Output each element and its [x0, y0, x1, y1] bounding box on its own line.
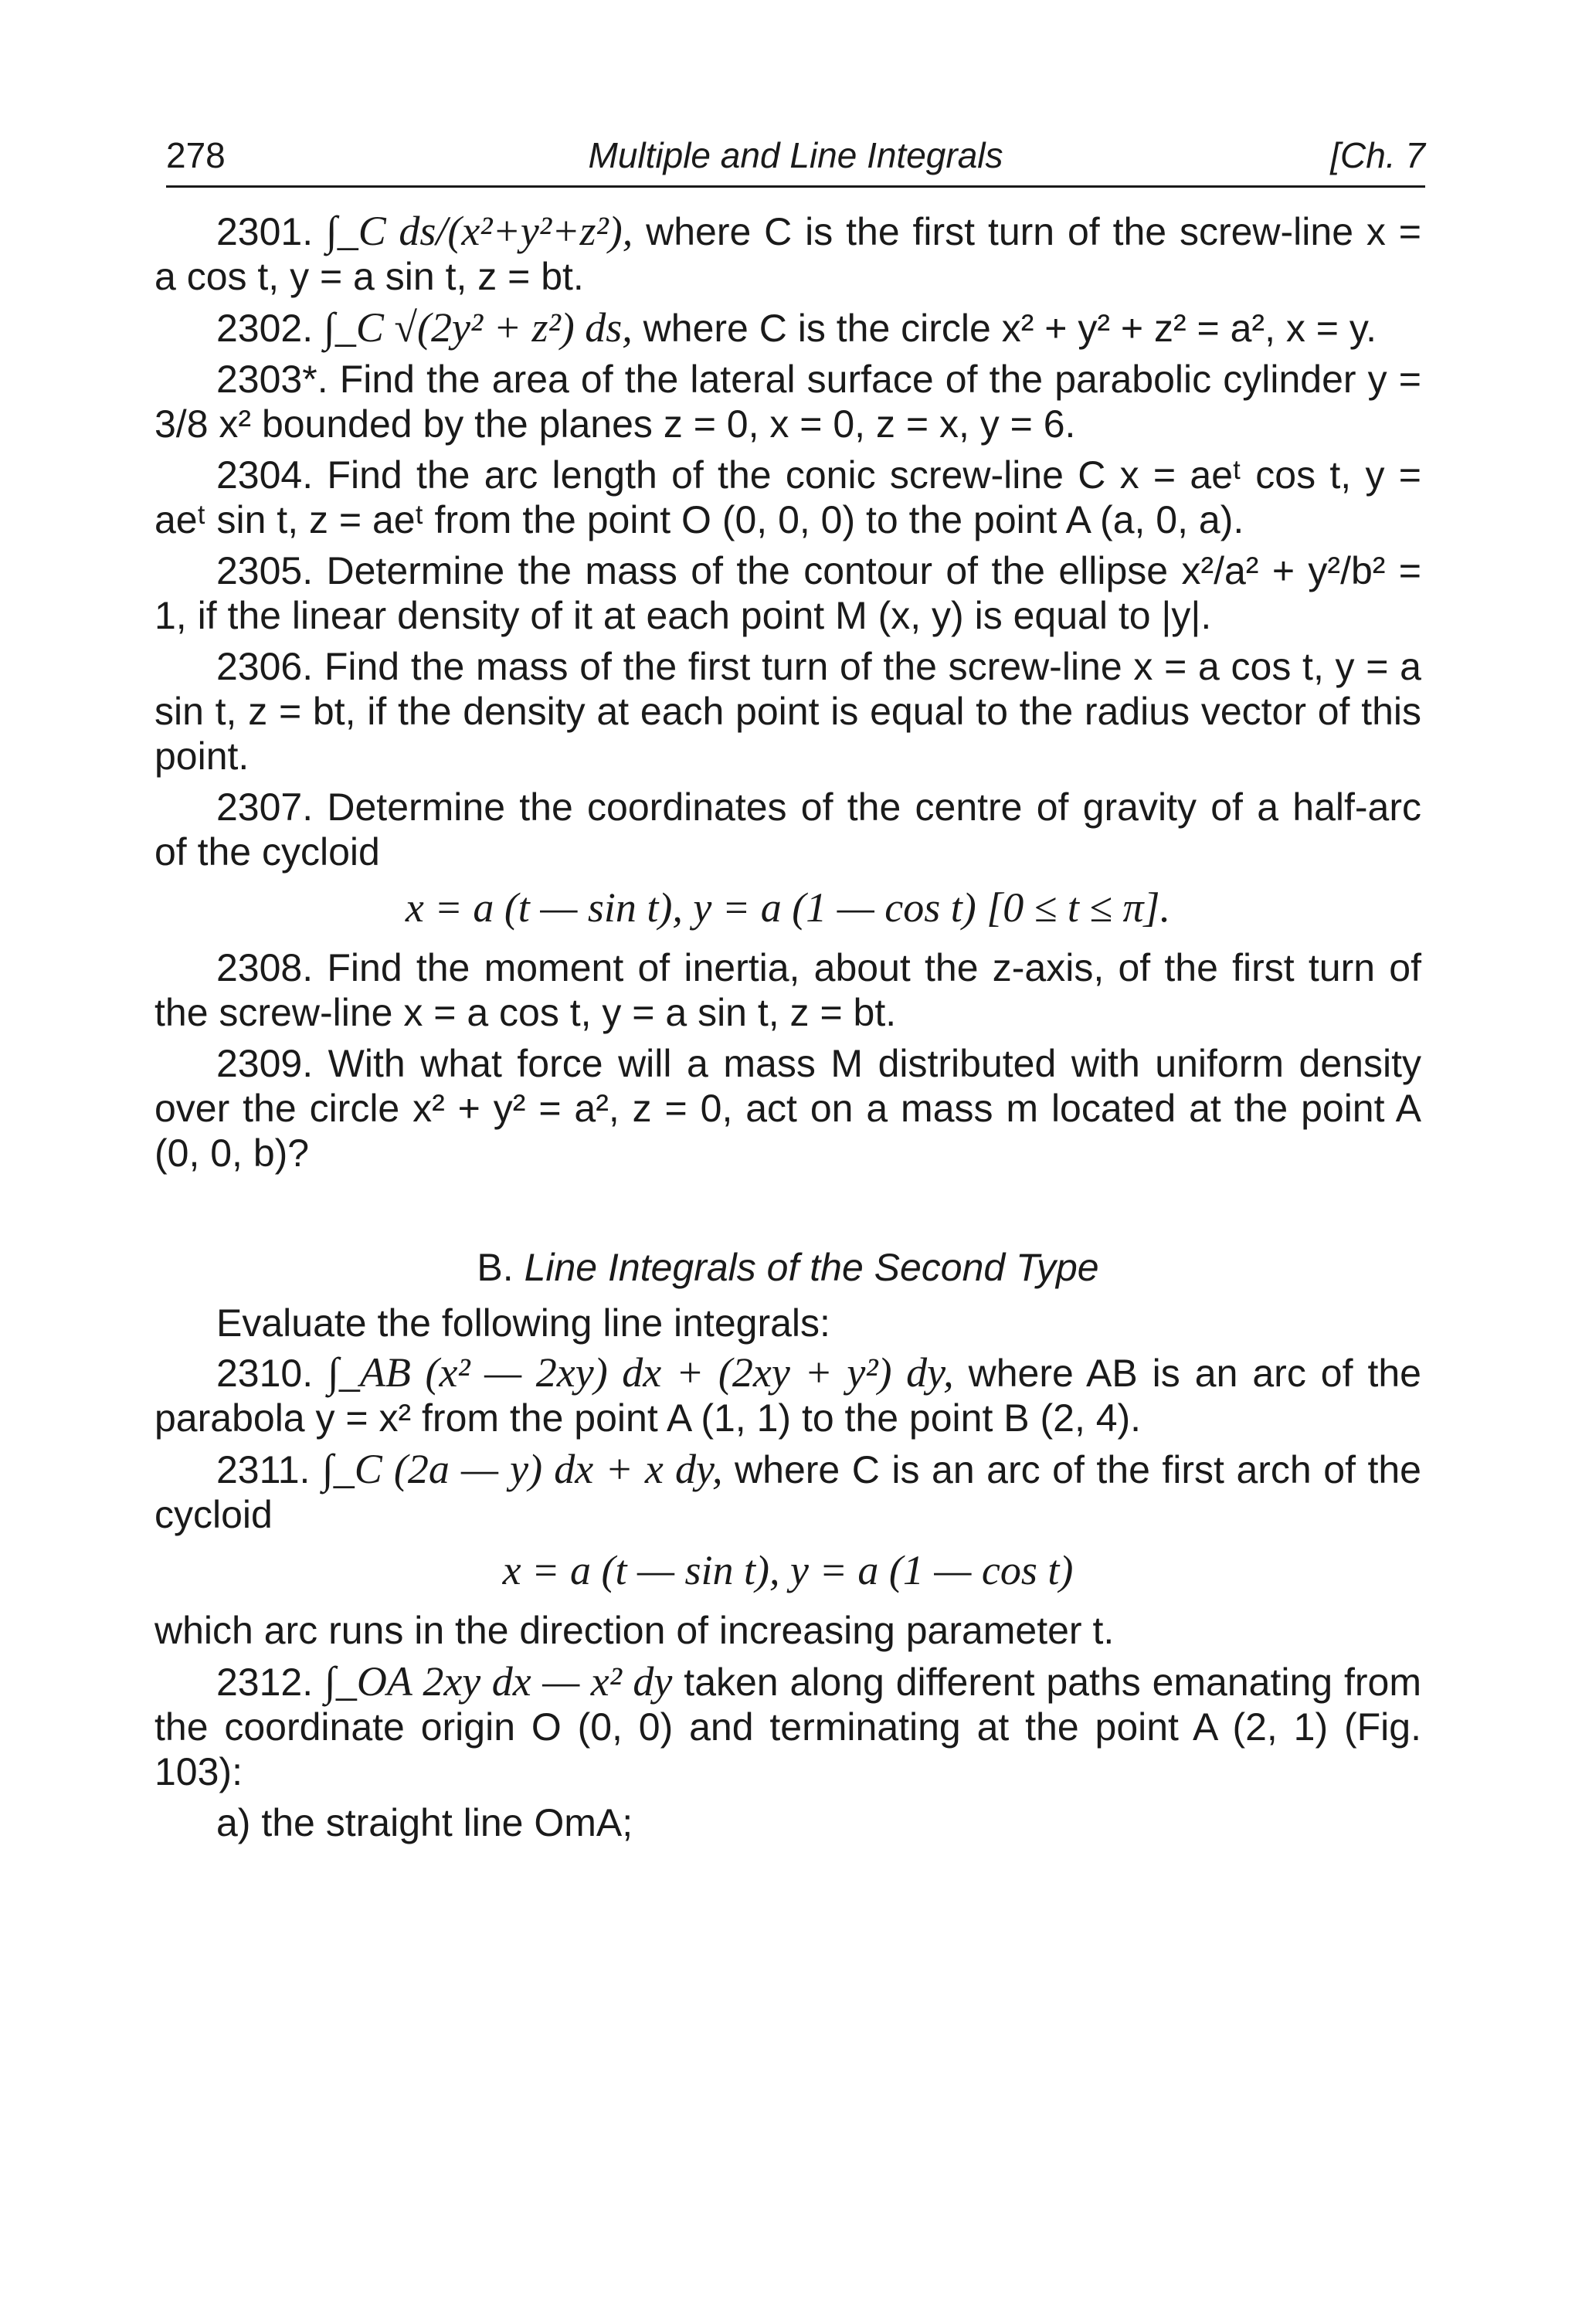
cycloid-equation: x = a (t — sin t), y = a (1 — cos t) [0 ≤ t ≤ π]. [405, 884, 1171, 931]
chapter-title: Multiple and Line Integrals [588, 135, 1003, 175]
problem-2306: 2306. Find the mass of the first turn of the screw-line x = a cos t, y = a sin t, z = bt, if the density at each point is equal to the radius vector of this point. [154, 645, 1421, 778]
page-number: 278 [166, 135, 226, 175]
cycloid-equation-2: x = a (t — sin t), y = a (1 — cos t) [502, 1547, 1074, 1593]
problem-2305: 2305. Determine the mass of the contour of the ellipse x²/a² + y²/b² = 1, if the linear density of it at each point M (x, y) is equal to |y|. [154, 549, 1421, 637]
problem-2301: 2301. ∫_C ds/(x²+y²+z²), where C is the first turn of the screw-line x = a cos t, y = a sin t, z = bt. [154, 208, 1421, 298]
problem-2311-continued: which arc runs in the direction of increasing parameter t. [154, 1609, 1115, 1652]
problem-2311: 2311. ∫_C (2a — y) dx + x dy, where C is an arc of the first arch of the cycloid [154, 1446, 1421, 1536]
problem-2312: 2312. ∫_OA 2xy dx — x² dy taken along different paths emanating from the coordinate origin O (0, 0) and terminating at the point A (2, 1) (Fig. 103): [154, 1658, 1421, 1793]
problem-2304: 2304. Find the arc length of the conic screw-line C x = aeᵗ cos t, y = aeᵗ sin t, z = aeᵗ from the point O (0, 0, 0) to the point A (a, 0, a). [154, 453, 1421, 541]
problem-2308: 2308. Find the moment of inertia, about the z-axis, of the first turn of the screw-line x = a cos t, y = a sin t, z = bt. [154, 946, 1421, 1034]
problem-2307: 2307. Determine the coordinates of the centre of gravity of a half-arc of the cycloid [154, 785, 1421, 874]
problem-2310: 2310. ∫_AB (x² — 2xy) dx + (2xy + y²) dy, where AB is an arc of the parabola y = x² from the point A (1, 1) to the point B (2, 4). [154, 1349, 1421, 1440]
problem-2309: 2309. With what force will a mass M distributed with uniform density over the circle x² + y² = a², z = 0, act on a mass m located at the point A (0, 0, b)? [154, 1042, 1421, 1175]
page-header [166, 124, 1425, 188]
page-body [154, 209, 1421, 1850]
section-intro: Evaluate the following line integrals: [216, 1301, 830, 1345]
problem-2312-part-a: a) the straight line OmA; [216, 1801, 633, 1844]
chapter-label: [Ch. 7 [1330, 135, 1425, 175]
problem-2303: 2303*. Find the area of the lateral surface of the parabolic cylinder y = 3/8 x² bounded by the planes z = 0, x = 0, z = x, y = 6. [154, 358, 1421, 446]
section-heading: B. Line Integrals of the Second Type [477, 1246, 1099, 1289]
problem-2302: 2302. ∫_C √(2y² + z²) ds, where C is the circle x² + y² + z² = a², x = y. [216, 304, 1377, 351]
